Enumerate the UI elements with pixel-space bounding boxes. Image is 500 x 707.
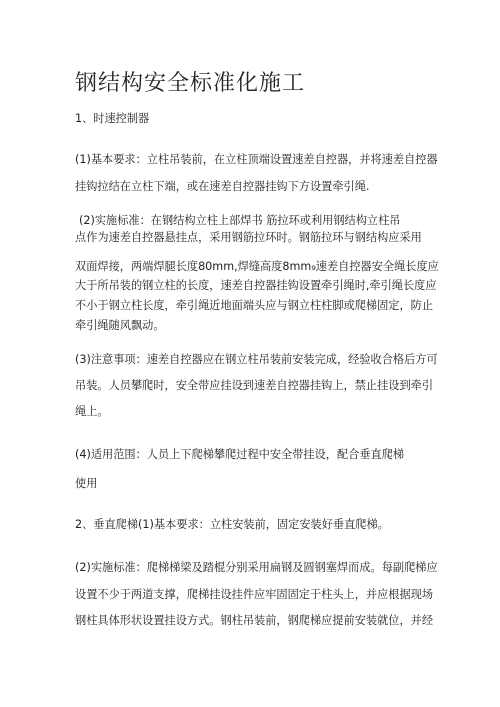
document-title: 钢结构安全标准化施工 [75, 71, 306, 96]
paragraph-line: 大于所吊装的钢立柱的长度，速差自控器挂钩设置牵引绳时,牵引绳长度应 [75, 279, 437, 292]
paragraph-line: 双面焊接，两端焊腿长度80mm,焊缝高度8mm₉速差自控器安全绳长度应 [75, 260, 439, 273]
paragraph-line: 绳上。 [75, 405, 109, 418]
paragraph-line: 使用 [75, 477, 98, 490]
paragraph-line: 不小于钢立柱长度，牵引绳近地面端头应与钢立柱柱脚或爬梯固定，防止 [75, 299, 434, 312]
paragraph-line: 牵引绳随风飘动。 [75, 319, 165, 332]
paragraph-line: 钢柱具体形状设置挂设方式。钢柱吊装前，钢爬梯应提前安装就位，并经 [75, 614, 434, 627]
paragraph-line: 设置不少于两道支撑，爬梯挂设挂件应牢固固定于柱头上，并应根据现场 [75, 588, 434, 601]
paragraph-line: (2)实施标准：爬梯梯梁及踏棍分别采用扁钢及圆钢塞焊而成。每副爬梯应 [75, 561, 438, 574]
section-heading-vertical-ladder: 2、垂直爬梯(1)基本要求：立柱安装前，固定安装好垂直爬梯。 [75, 518, 389, 531]
paragraph-line: 吊装。人员攀爬时，安全带应挂设到速差自控器挂钩上，禁止挂设到牵引 [75, 379, 434, 392]
paragraph-line: 点作为速差自控器悬挂点，采用钢筋拉环时。钢筋拉环与钢结构应采用 [75, 231, 422, 244]
paragraph-line: (2)实施标准：在钢结构立柱上部焊书 筋拉环或利用钢结构立柱吊 [79, 214, 401, 227]
paragraph-line: (4)适用范围：人员上下爬梯攀爬过程中安全带挂设，配合垂直爬梯 [75, 448, 405, 461]
paragraph-line: 挂钩拉结在立柱下端，或在速差自控器挂钩下方设置牵引绳. [75, 180, 370, 193]
paragraph-line: (3)注意事项：速差自控器应在钢立柱吊装前安装完成，经验收合格后方可 [75, 353, 438, 366]
paragraph-line: (1)基本要求：立柱吊装前，在立柱顶端设置速差自控器，并将速差自控器 [75, 153, 438, 166]
section-heading-speed-controller: 1、时速控制器 [75, 112, 150, 125]
